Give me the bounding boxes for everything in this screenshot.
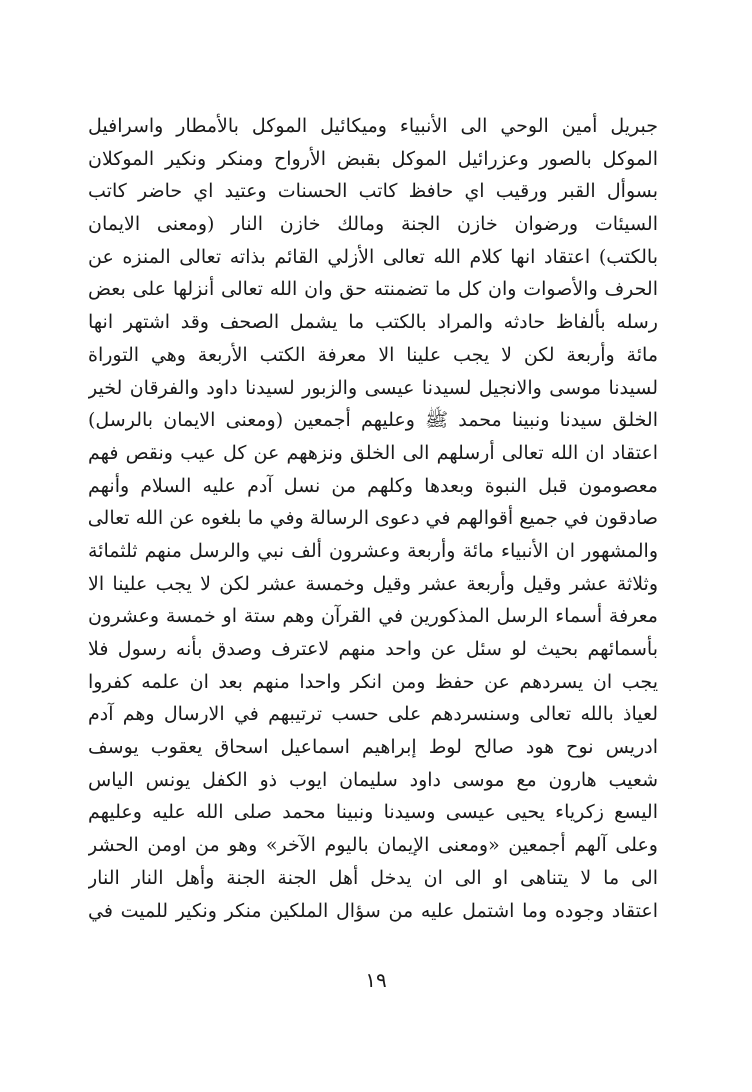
text-line: مائة وأربعة لكن لا يجب علينا الا معرفة الكتب الأربعة وهي التوراة (88, 343, 658, 366)
text-line: صادقون في جميع أقوالهم في دعوى الرسالة وفي ما بلغوه عن الله تعالى (88, 507, 658, 530)
text-line: وثلاثة عشر وقيل وأربعة عشر وقيل وخمسة عشر لكن لا يجب علينا الا (88, 572, 658, 595)
text-line: رسله بألفاظ حادثه والمراد بالكتب ما يشمل الصحف وقد اشتهر انها (88, 311, 658, 334)
text-line: وعلى آلهم أجمعين «ومعنى الإيمان باليوم الآخر» وهو من اومن الحشر (88, 834, 658, 857)
text-line: شعيب هارون مع موسى داود سليمان ايوب ذو الكفل يونس الياس (88, 768, 658, 791)
body-text (88, 110, 658, 927)
text-line: بسوأل القبر ورقيب اي حافظ كاتب الحسنات وعتيد اي حاضر كاتب (88, 180, 658, 203)
text-line: بأسمائهم بحيث لو سئل عن واحد منهم لاعترف وصدق بأنه رسول فلا (88, 638, 658, 660)
text-line: اعتقاد ان الله تعالى أرسلهم الى الخلق ونزههم عن كل عيب ونقص فهم (88, 441, 658, 464)
text-line: جبريل أمين الوحي الى الأنبياء وميكائيل الموكل بالأمطار واسرافيل (88, 115, 658, 137)
text-line: الى ما لا يتناهى او الى ان يدخل أهل الجنة الجنة وأهل النار النار (88, 866, 658, 889)
text-line: معصومون قبل النبوة وبعدها وكلهم من نسل آدم عليه السلام وأنهم (88, 474, 658, 497)
text-line: بالكتب) اعتقاد انها كلام الله تعالى الأزلي القائم بذاته تعالى المنزه عن (88, 245, 658, 268)
text-line: اعتقاد وجوده وما اشتمل عليه من سؤال الملكين منكر ونكير للميت في (88, 899, 658, 922)
text-line: السيئات ورضوان خازن الجنة ومالك خازن النار (ومعنى الايمان (88, 213, 658, 236)
text-line: ادريس نوح هود صالح لوط إبراهيم اسماعيل اسحاق يعقوب يوسف (88, 736, 658, 759)
text-line: لسيدنا موسى والانجيل لسيدنا عيسى والزبور لسيدنا داود والفرقان لخير (88, 376, 658, 399)
text-line: معرفة أسماء الرسل المذكورين في القرآن وهم ستة او خمسة وعشرون (88, 605, 658, 628)
text-line: اليسع زكرياء يحيى عيسى وسيدنا ونبينا محمد صلى الله عليه وعليهم (88, 801, 658, 824)
page-number: ١٩ (365, 968, 387, 992)
text-line: يجب ان يسردهم عن حفظ ومن انكر واحدا منهم بعد ان علمه كفروا (88, 670, 658, 693)
text-line: الخلق سيدنا ونبينا محمد ﷺ وعليهم أجمعين (ومعنى الايمان بالرسل) (88, 409, 658, 432)
text-line: لعياذ بالله تعالى وسنسردهم على حسب ترتيبهم في الارسال وهم آدم (88, 703, 658, 726)
text-line: والمشهور ان الأنبياء مائة وأربعة وعشرون ألف نبي والرسل منهم ثلثمائة (88, 539, 658, 562)
text-line: الموكل بالصور وعزرائيل الموكل بقبض الأرواح ومنكر ونكير الموكلان (88, 147, 658, 170)
text-line: الحرف والأصوات وان كل ما تضمنته حق وان الله تعالى أنزلها على بعض (88, 278, 658, 301)
